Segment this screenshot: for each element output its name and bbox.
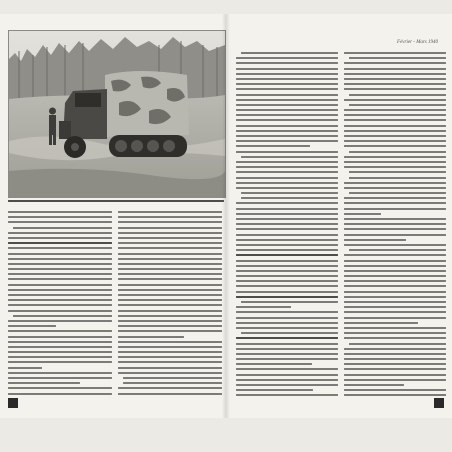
- text-line: [118, 325, 222, 327]
- text-line: [236, 311, 338, 313]
- text-line: [344, 379, 446, 381]
- text-line: [8, 242, 112, 244]
- text-line: [118, 227, 222, 229]
- text-line: [8, 268, 112, 270]
- text-line: [8, 294, 112, 296]
- text-line: [118, 387, 222, 389]
- text-line: [236, 182, 338, 184]
- text-line: [8, 310, 112, 312]
- text-line: [8, 346, 112, 348]
- text-line: [344, 327, 446, 329]
- text-line: [8, 263, 112, 265]
- text-line: [344, 260, 446, 262]
- text-line: [118, 351, 222, 353]
- book-spread: [0, 14, 452, 418]
- text-line: [344, 353, 446, 355]
- text-line: [118, 289, 222, 291]
- text-line: [118, 320, 222, 322]
- right-page-column-2: [344, 52, 446, 400]
- text-line: [344, 296, 446, 298]
- left-page-number-box: [8, 398, 18, 408]
- text-line: [118, 367, 222, 369]
- text-line: [236, 119, 338, 121]
- text-line: [236, 353, 338, 355]
- text-line: [118, 258, 222, 260]
- text-line: [8, 325, 56, 327]
- halftrack-truck-photo: [8, 30, 226, 198]
- text-line: [123, 382, 222, 384]
- text-line: [236, 166, 338, 168]
- text-line: [344, 306, 446, 308]
- text-line: [344, 135, 446, 137]
- text-line: [344, 275, 446, 277]
- text-line: [349, 104, 446, 106]
- text-line: [344, 389, 446, 391]
- text-line: [241, 301, 338, 303]
- text-line: [344, 374, 446, 376]
- text-line: [344, 322, 418, 324]
- text-line: [236, 265, 338, 267]
- left-page-column-1: [8, 211, 112, 398]
- text-line: [241, 197, 338, 199]
- text-line: [344, 161, 446, 163]
- text-line: [8, 273, 112, 275]
- text-line: [236, 125, 338, 127]
- text-line: [8, 253, 112, 255]
- text-line: [8, 247, 112, 249]
- text-line: [118, 253, 222, 255]
- text-line: [118, 268, 222, 270]
- text-line: [8, 330, 112, 332]
- text-line: [236, 213, 338, 215]
- text-line: [241, 156, 338, 158]
- text-line: [118, 247, 222, 249]
- text-line: [236, 218, 338, 220]
- text-line: [118, 221, 222, 223]
- text-line: [236, 327, 338, 329]
- text-line: [236, 88, 338, 90]
- text-line: [236, 228, 338, 230]
- text-line: [344, 254, 446, 256]
- right-page: [226, 14, 452, 418]
- text-line: [344, 109, 446, 111]
- text-line: [8, 361, 112, 363]
- photo-caption: [8, 200, 224, 206]
- text-line: [344, 114, 446, 116]
- text-line: [344, 285, 446, 287]
- text-line: [236, 374, 338, 376]
- text-line: [8, 356, 112, 358]
- text-line: [8, 382, 80, 384]
- text-line: [8, 320, 112, 322]
- text-line: [236, 296, 338, 298]
- text-line: [236, 208, 338, 210]
- text-line: [236, 285, 338, 287]
- text-line: [236, 135, 338, 137]
- text-line: [344, 182, 446, 184]
- text-line: [8, 289, 112, 291]
- text-line: [8, 232, 112, 234]
- text-line: [118, 284, 222, 286]
- text-line: [349, 249, 446, 251]
- text-line: [236, 317, 338, 319]
- text-line: [344, 166, 446, 168]
- text-line: [344, 223, 446, 225]
- photo-image: [9, 31, 225, 197]
- text-line: [349, 192, 446, 194]
- text-line: [8, 387, 112, 389]
- text-line: [8, 377, 112, 379]
- text-line: [344, 218, 446, 220]
- left-page: [0, 14, 226, 418]
- text-line: [236, 348, 338, 350]
- text-line: [344, 317, 446, 319]
- text-line: [8, 284, 112, 286]
- text-line: [236, 260, 338, 262]
- text-line: [344, 239, 406, 241]
- text-line: [118, 336, 184, 338]
- text-line: [8, 351, 112, 353]
- text-line: [118, 356, 222, 358]
- text-line: [118, 211, 222, 213]
- text-line: [118, 346, 222, 348]
- text-line: [349, 57, 446, 59]
- text-line: [118, 273, 222, 275]
- book-spine-shadow: [222, 14, 230, 418]
- text-line: [344, 270, 446, 272]
- text-line: [8, 221, 112, 223]
- text-line: [241, 192, 338, 194]
- text-line: [236, 306, 291, 308]
- text-line: [118, 361, 222, 363]
- text-line: [8, 367, 42, 369]
- text-line: [236, 171, 338, 173]
- text-line: [236, 187, 338, 189]
- text-line: [236, 202, 338, 204]
- text-line: [8, 237, 112, 239]
- text-line: [344, 234, 446, 236]
- text-line: [344, 202, 446, 204]
- text-line: [344, 119, 446, 121]
- text-line: [118, 263, 222, 265]
- text-line: [236, 177, 338, 179]
- text-line: [344, 337, 446, 339]
- caption-line: [8, 200, 224, 202]
- text-line: [349, 151, 446, 153]
- text-line: [344, 52, 446, 54]
- text-line: [236, 140, 338, 142]
- text-line: [236, 78, 338, 80]
- text-line: [344, 78, 446, 80]
- text-line: [8, 341, 112, 343]
- left-page-column-2: [118, 211, 222, 398]
- text-line: [236, 223, 338, 225]
- text-line: [118, 294, 222, 296]
- text-line: [123, 377, 222, 379]
- text-line: [349, 171, 446, 173]
- text-line: [236, 161, 338, 163]
- text-line: [118, 393, 222, 395]
- text-line: [8, 393, 112, 395]
- text-line: [236, 389, 313, 391]
- text-line: [8, 278, 112, 280]
- text-line: [8, 211, 112, 213]
- text-line: [344, 156, 446, 158]
- text-line: [8, 258, 112, 260]
- text-line: [236, 104, 338, 106]
- text-line: [118, 232, 222, 234]
- text-line: [236, 363, 312, 365]
- text-line: [236, 94, 338, 96]
- text-line: [344, 99, 446, 101]
- text-line: [118, 310, 222, 312]
- text-line: [344, 301, 446, 303]
- text-line: [236, 145, 310, 147]
- text-line: [344, 88, 446, 90]
- text-line: [8, 336, 112, 338]
- text-line: [236, 68, 338, 70]
- text-line: [118, 278, 222, 280]
- text-line: [118, 242, 222, 244]
- text-line: [344, 332, 446, 334]
- text-line: [236, 109, 338, 111]
- text-line: [344, 363, 446, 365]
- text-line: [118, 299, 222, 301]
- text-line: [344, 83, 446, 85]
- right-page-number-box: [434, 398, 444, 408]
- text-line: [118, 304, 222, 306]
- text-line: [344, 73, 446, 75]
- text-line: [344, 187, 446, 189]
- text-line: [236, 234, 338, 236]
- text-line: [236, 99, 338, 101]
- text-line: [344, 280, 446, 282]
- text-line: [236, 130, 338, 132]
- text-line: [344, 208, 446, 210]
- text-line: [236, 239, 338, 241]
- text-line: [344, 368, 446, 370]
- right-page-column-1: [236, 52, 338, 400]
- text-line: [8, 216, 112, 218]
- text-line: [236, 270, 338, 272]
- text-line: [241, 332, 338, 334]
- text-line: [236, 73, 338, 75]
- text-line: [344, 197, 446, 199]
- text-line: [344, 68, 446, 70]
- text-line: [344, 244, 446, 246]
- text-line: [8, 304, 112, 306]
- text-line: [349, 343, 446, 345]
- text-line: [236, 384, 338, 386]
- text-line: [13, 227, 112, 229]
- text-line: [236, 291, 338, 293]
- text-line: [349, 94, 446, 96]
- text-line: [344, 140, 446, 142]
- text-line: [236, 62, 338, 64]
- text-line: [344, 348, 446, 350]
- text-line: [118, 341, 222, 343]
- text-line: [344, 311, 446, 313]
- text-line: [236, 322, 338, 324]
- text-line: [349, 177, 446, 179]
- text-line: [118, 315, 222, 317]
- text-line: [236, 244, 338, 246]
- text-line: [236, 343, 338, 345]
- text-line: [236, 249, 338, 251]
- text-line: [118, 372, 222, 374]
- text-line: [344, 213, 381, 215]
- running-title: Février - Mars 1940: [397, 40, 438, 45]
- text-line: [236, 379, 338, 381]
- text-line: [344, 358, 446, 360]
- text-line: [236, 368, 338, 370]
- text-line: [236, 151, 338, 153]
- text-line: [344, 125, 446, 127]
- text-line: [344, 394, 446, 396]
- text-line: [236, 275, 338, 277]
- text-line: [344, 130, 446, 132]
- text-line: [118, 237, 222, 239]
- text-line: [13, 315, 112, 317]
- text-line: [344, 265, 446, 267]
- text-line: [344, 62, 446, 64]
- text-line: [8, 372, 112, 374]
- text-line: [236, 83, 338, 85]
- text-line: [236, 280, 338, 282]
- text-line: [118, 216, 222, 218]
- text-line: [344, 228, 446, 230]
- text-line: [344, 291, 446, 293]
- text-line: [344, 145, 446, 147]
- text-line: [236, 57, 338, 59]
- text-line: [236, 254, 338, 256]
- text-line: [241, 52, 338, 54]
- text-line: [236, 114, 338, 116]
- text-line: [118, 330, 222, 332]
- text-line: [236, 337, 338, 339]
- text-line: [8, 299, 112, 301]
- text-line: [344, 384, 404, 386]
- text-line: [236, 358, 338, 360]
- text-line: [236, 394, 338, 396]
